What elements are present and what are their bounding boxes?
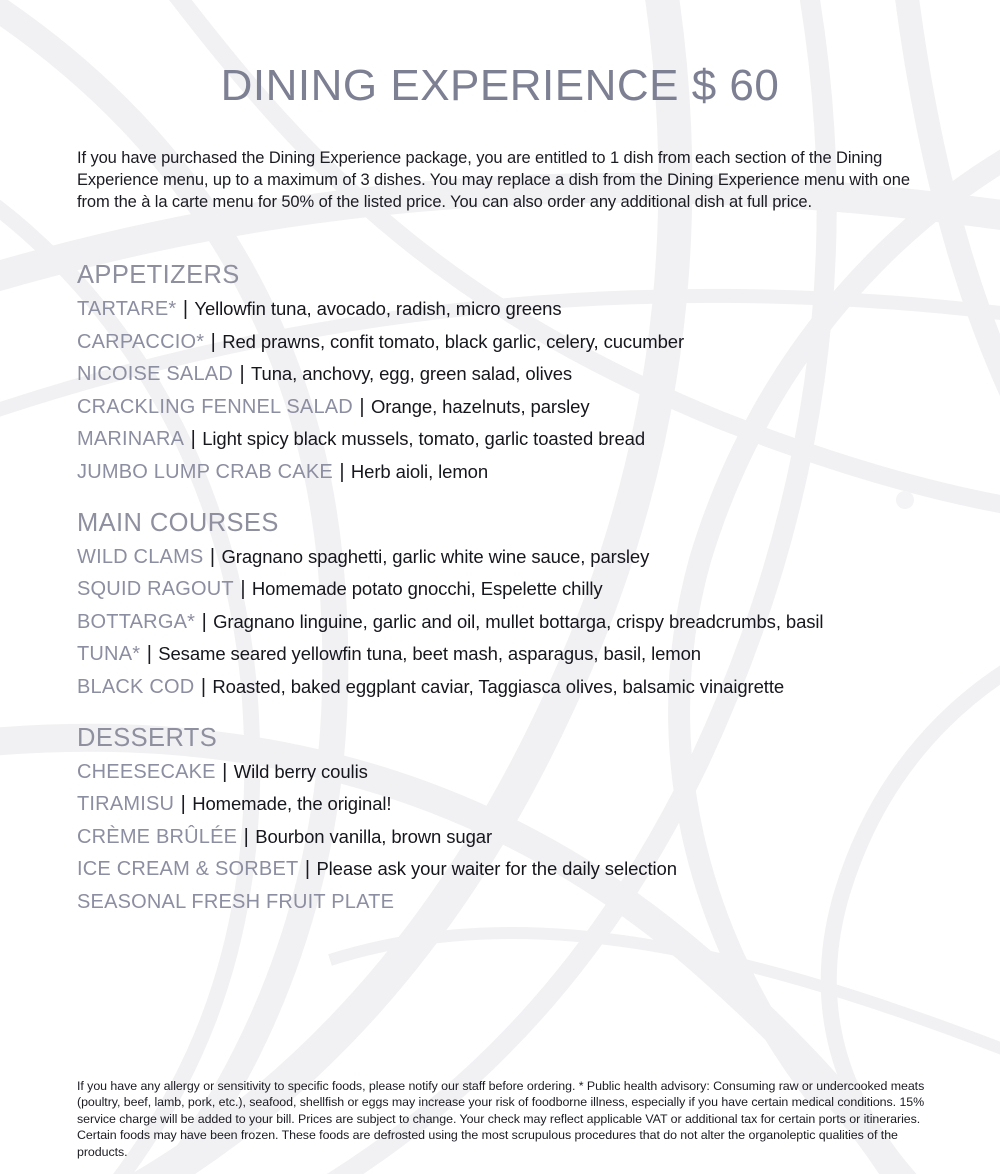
menu-item-description: Homemade, the original! bbox=[192, 793, 392, 815]
menu-item-description: Orange, hazelnuts, parsley bbox=[370, 395, 590, 417]
menu-item bbox=[77, 671, 957, 704]
menu-item-name: CHEESECAKE bbox=[77, 760, 216, 783]
menu-item bbox=[77, 293, 957, 326]
menu-item bbox=[77, 606, 957, 639]
menu-item-name: CARPACCIO* bbox=[77, 330, 205, 353]
menu-item bbox=[77, 326, 957, 359]
menu-item-description: Red prawns, confit tomato, black garlic, celery, cucumber bbox=[222, 330, 685, 352]
menu-item-name: CRÈME BRÛLÉE bbox=[77, 825, 238, 848]
menu-item-description: Homemade potato gnocchi, Espelette chilly bbox=[251, 578, 603, 600]
menu-item bbox=[77, 358, 957, 391]
menu-item-description: Wild berry coulis bbox=[233, 760, 368, 782]
page-title: DINING EXPERIENCE $ 60 bbox=[220, 61, 780, 110]
menu-item-name: SQUID RAGOUT bbox=[77, 578, 234, 601]
menu-item-name: NICOISE SALAD bbox=[77, 363, 233, 386]
menu-item bbox=[77, 573, 957, 606]
intro-paragraph: If you have purchased the Dining Experience package, you are entitled to 1 dish from each section of the Dining Experience menu, up to a maximum of 3 dishes. You may replace a dish from the Dining Experience menu with one from the à la carte menu for 50% of the listed price. You can also order any additional dish at full price. bbox=[77, 149, 910, 211]
menu-item-separator: | bbox=[333, 460, 350, 483]
menu-item-description: Please ask your waiter for the daily selection bbox=[316, 858, 677, 880]
menu-item bbox=[77, 541, 957, 574]
menu-item-name: BOTTARGA* bbox=[77, 610, 196, 633]
menu-item-separator: | bbox=[177, 298, 194, 320]
menu-item-name: TARTARE* bbox=[77, 298, 177, 320]
menu-item bbox=[77, 788, 957, 821]
menu-item-name: MARINARA bbox=[77, 428, 185, 451]
menu-item-name: WILD CLAMS bbox=[77, 545, 204, 568]
menu-item bbox=[77, 853, 957, 886]
menu-item-name: SEASONAL FRESH FRUIT PLATE bbox=[77, 890, 395, 913]
menu-item bbox=[77, 456, 957, 489]
menu-item bbox=[77, 886, 957, 919]
section-heading: DESSERTS bbox=[77, 723, 218, 752]
menu-item-separator: | bbox=[353, 395, 370, 418]
menu-item-name: BLACK COD bbox=[77, 675, 195, 698]
menu-item bbox=[77, 638, 957, 671]
menu-item bbox=[77, 391, 957, 424]
menu-item-description: Roasted, baked eggplant caviar, Taggiasca olives, balsamic vinaigrette bbox=[212, 675, 785, 697]
menu-item-description: Gragnano linguine, garlic and oil, mullet bottarga, crispy breadcrumbs, basil bbox=[213, 610, 824, 632]
menu-item-separator: | bbox=[175, 793, 192, 816]
menu-sections bbox=[77, 258, 957, 936]
menu-item-name: TUNA* bbox=[77, 643, 141, 666]
menu-item bbox=[77, 756, 957, 789]
menu-item bbox=[77, 821, 957, 854]
menu-item-separator: | bbox=[185, 428, 202, 451]
menu-item-separator: | bbox=[196, 610, 213, 633]
menu-item-separator: | bbox=[205, 330, 222, 353]
menu-item-description: Tuna, anchovy, egg, green salad, olives bbox=[251, 363, 573, 385]
menu-item-name: CRACKLING FENNEL SALAD bbox=[77, 395, 353, 418]
section-heading: APPETIZERS bbox=[77, 261, 240, 289]
menu-item-description: Yellowfin tuna, avocado, radish, micro greens bbox=[194, 298, 562, 319]
menu-section bbox=[77, 506, 957, 704]
section-heading: MAIN COURSES bbox=[77, 508, 279, 537]
menu-item-separator: | bbox=[204, 545, 221, 568]
menu-item-description: Bourbon vanilla, brown sugar bbox=[255, 825, 493, 847]
menu-item-description: Gragnano spaghetti, garlic white wine sauce, parsley bbox=[221, 545, 650, 567]
menu-section bbox=[77, 258, 957, 489]
disclaimer-text: If you have any allergy or sensitivity to specific foods, please notify our staff before ordering. * Public health advisory: Consuming raw or undercooked meats (poultry, beef, lamb, pork, etc.), seafood, shellfish or eggs may increase your risk of foodborne illness, especially if you have certain medical conditions. 15% service charge will be added to your bill. Prices are subject to change. Your check may reflect applicable VAT or additional tax for certain ports or itineraries. Certain foods may have been frozen. These foods are defrosted using the most scrupulous procedures that do not alter the organoleptic qualities of the products. bbox=[77, 1079, 925, 1159]
menu-item-separator: | bbox=[195, 675, 212, 698]
menu-item-separator: | bbox=[233, 363, 250, 386]
menu-item-separator: | bbox=[234, 578, 251, 601]
menu-item-name: TIRAMISU bbox=[77, 793, 175, 816]
menu-item-separator: | bbox=[141, 643, 158, 666]
menu-item-separator: | bbox=[299, 858, 316, 881]
menu-item-separator: | bbox=[238, 825, 255, 848]
menu-section bbox=[77, 721, 957, 919]
menu-item bbox=[77, 423, 957, 456]
menu-item-description: Light spicy black mussels, tomato, garlic toasted bread bbox=[202, 428, 646, 450]
menu-item-name: ICE CREAM & SORBET bbox=[77, 858, 299, 881]
menu-item-name: JUMBO LUMP CRAB CAKE bbox=[77, 460, 333, 483]
menu-item-description: Herb aioli, lemon bbox=[350, 460, 489, 482]
menu-item-separator: | bbox=[216, 760, 233, 783]
menu-item-description: Sesame seared yellowfin tuna, beet mash, asparagus, basil, lemon bbox=[158, 643, 701, 665]
